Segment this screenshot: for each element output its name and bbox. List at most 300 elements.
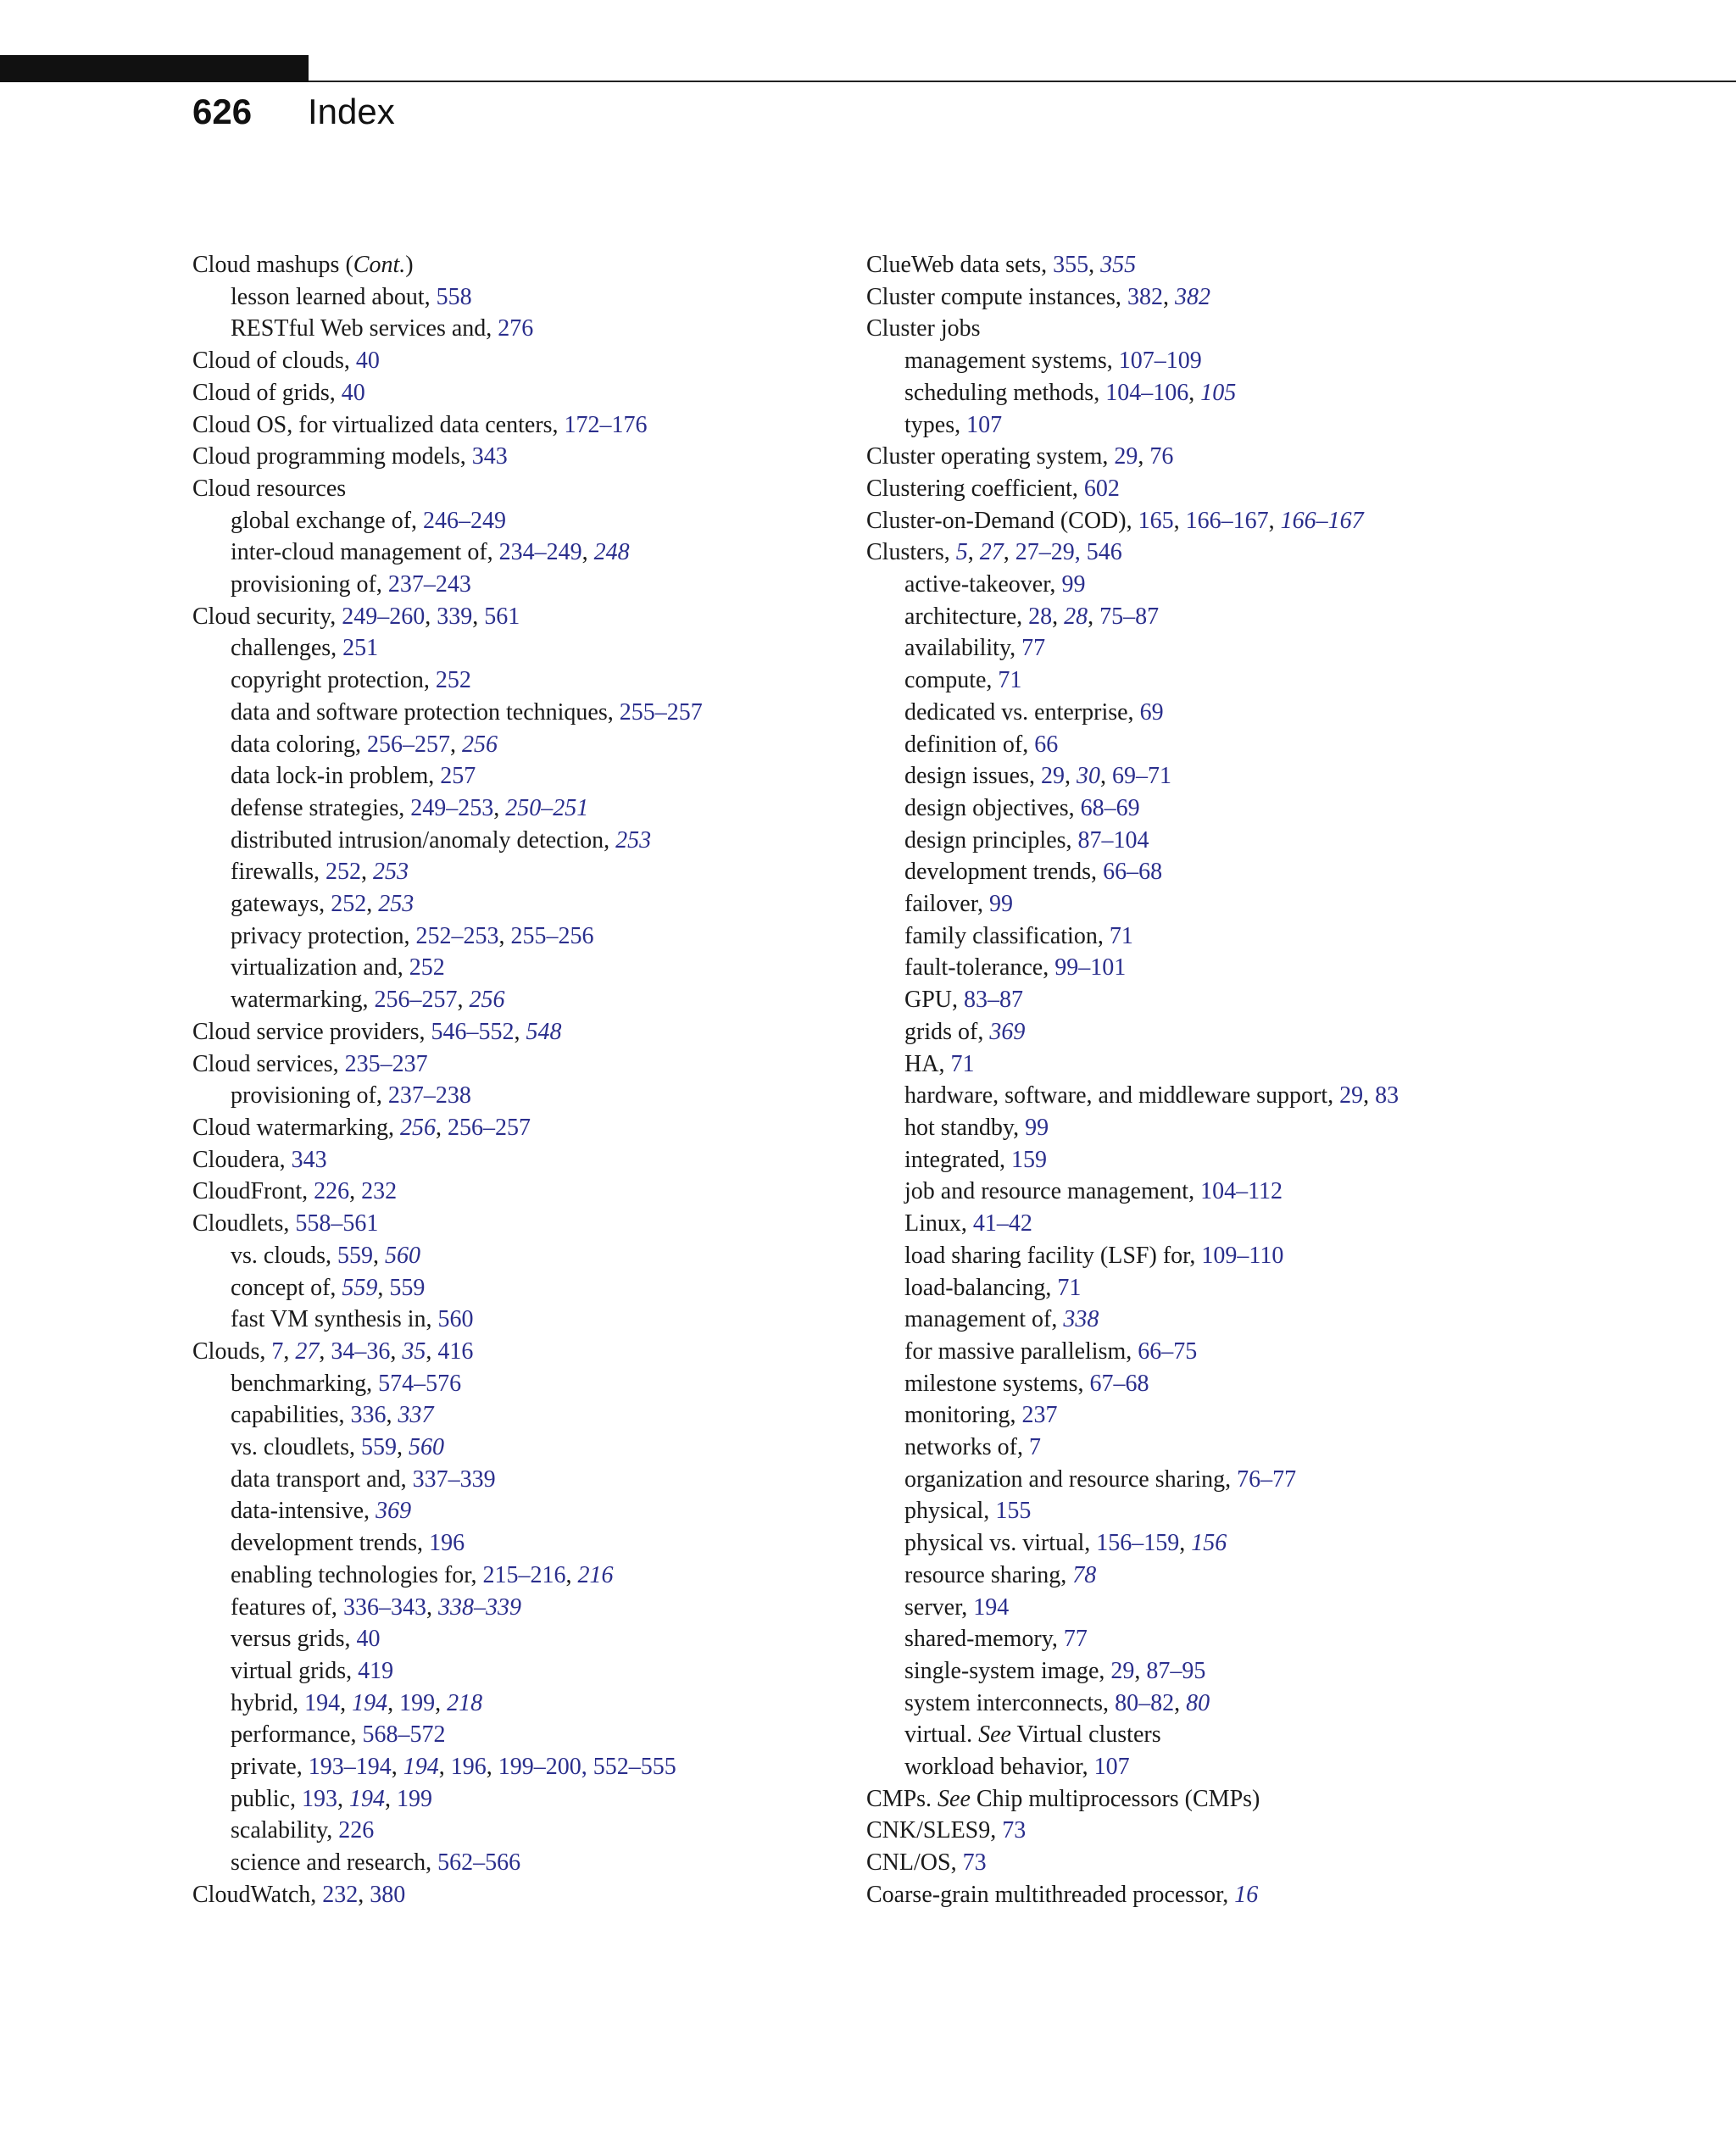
page-reference-link[interactable]: 68–69: [1080, 794, 1140, 821]
page-reference-link[interactable]: 560: [409, 1434, 444, 1461]
page-reference-link[interactable]: 416: [437, 1337, 474, 1365]
page-reference-link[interactable]: 166–167: [1280, 507, 1364, 534]
page-reference-link[interactable]: 369: [376, 1498, 412, 1525]
index-text: vs. clouds,: [231, 1242, 337, 1269]
page-reference-link[interactable]: 382: [1127, 283, 1163, 310]
page-reference-link[interactable]: 194: [304, 1689, 341, 1716]
index-text: ,: [486, 1754, 498, 1781]
page-reference-link[interactable]: 194: [349, 1785, 385, 1812]
index-entry: [192, 441, 845, 473]
page-reference-link[interactable]: 253: [378, 891, 415, 918]
index-text: lesson learned about,: [231, 283, 437, 310]
page-reference-link[interactable]: 80–82: [1115, 1689, 1175, 1716]
index-text: Cloud of clouds,: [192, 348, 356, 375]
index-subentry: [866, 888, 1629, 920]
page-reference-link[interactable]: 337: [398, 1402, 434, 1429]
index-entry: [192, 473, 845, 505]
index-text: design principles,: [904, 826, 1078, 854]
index-subentry: [192, 1432, 845, 1464]
page-reference-link[interactable]: 193–194: [308, 1754, 392, 1781]
page-reference-link[interactable]: 232: [322, 1881, 359, 1908]
index-text: ,: [1065, 763, 1077, 790]
page-reference-link[interactable]: 27–29, 546: [1015, 539, 1122, 566]
index-text: ,: [425, 603, 437, 630]
index-subentry: [192, 1080, 845, 1112]
index-subentry: [192, 537, 845, 569]
index-subentry: [192, 569, 845, 601]
index-text: Virtual clusters: [1010, 1721, 1161, 1749]
index-text: ClueWeb data sets,: [866, 252, 1054, 278]
page-reference-link[interactable]: 30: [1077, 763, 1100, 790]
page-reference-link[interactable]: 71: [1057, 1274, 1082, 1301]
page-reference-link[interactable]: 248: [593, 539, 630, 566]
index-text: grids of,: [904, 1018, 990, 1045]
page-reference-link[interactable]: 156: [1191, 1530, 1227, 1557]
page-reference-link[interactable]: 83–87: [964, 987, 1024, 1014]
index-subentry: [866, 952, 1629, 984]
index-subentry: [192, 697, 845, 729]
page-reference-link[interactable]: 193: [302, 1785, 337, 1812]
page-reference-link[interactable]: 218: [447, 1689, 483, 1716]
page-reference-link[interactable]: 69: [1139, 698, 1164, 726]
index-text: hot standby,: [904, 1114, 1026, 1141]
page-reference-link[interactable]: 216: [577, 1561, 614, 1588]
index-subentry: [866, 1016, 1629, 1048]
index-text: Clusters,: [866, 539, 956, 566]
index-text: science and research,: [231, 1849, 438, 1877]
index-subentry: [192, 856, 845, 888]
page-reference-link[interactable]: 155: [995, 1498, 1032, 1525]
page-reference-link[interactable]: 232: [361, 1178, 398, 1205]
page-reference-link[interactable]: 109–110: [1201, 1242, 1284, 1269]
index-text: active-takeover,: [904, 571, 1062, 598]
page-reference-link[interactable]: 87–95: [1146, 1657, 1206, 1684]
index-subentry: [866, 377, 1629, 409]
header-bar-decoration: [0, 55, 309, 82]
page-reference-link[interactable]: 574–576: [378, 1370, 462, 1397]
index-text: dedicated vs. enterprise,: [904, 698, 1140, 726]
page-reference-link[interactable]: 78: [1072, 1561, 1097, 1588]
index-column-left: [192, 249, 845, 1911]
index-subentry: [866, 1112, 1629, 1144]
index-subentry: [866, 1399, 1629, 1432]
page-reference-link[interactable]: 253: [372, 859, 409, 886]
page-reference-link[interactable]: 546–552: [431, 1018, 515, 1045]
index-subentry: [192, 920, 845, 953]
page-reference-link[interactable]: 29: [1041, 763, 1065, 790]
index-subentry: [866, 697, 1629, 729]
index-entry: [866, 1783, 1629, 1816]
page-reference-link[interactable]: 66: [1034, 731, 1059, 758]
page-reference-link[interactable]: 107: [966, 411, 1003, 438]
index-subentry: [192, 1240, 845, 1272]
index-text: development trends,: [231, 1530, 430, 1557]
index-subentry: [192, 1815, 845, 1847]
page-reference-link[interactable]: 71: [998, 667, 1022, 694]
page-reference-link[interactable]: 99: [988, 891, 1013, 918]
index-text: challenges,: [231, 635, 343, 662]
index-text: ,: [397, 1434, 409, 1461]
page-reference-link[interactable]: 337–339: [412, 1465, 496, 1493]
index-text: physical vs. virtual,: [904, 1530, 1097, 1557]
page-reference-link[interactable]: 255–256: [510, 922, 594, 949]
index-text: ,: [449, 731, 462, 758]
index-subentry: [192, 825, 845, 857]
page-reference-link[interactable]: 194: [403, 1754, 439, 1781]
index-subentry: [192, 729, 845, 761]
index-text: ,: [1162, 283, 1175, 310]
index-subentry: [192, 1560, 845, 1592]
index-text: ,: [514, 1018, 526, 1045]
index-subentry: [866, 825, 1629, 857]
page-reference-link[interactable]: 165: [1138, 507, 1174, 534]
page-reference-link[interactable]: 40: [355, 348, 380, 375]
page-reference-link[interactable]: 256: [461, 731, 498, 758]
index-text: Cloud services,: [192, 1050, 345, 1077]
index-entry: [192, 601, 845, 633]
index-text: virtualization and,: [231, 954, 409, 982]
page-reference-link[interactable]: 336: [350, 1402, 387, 1429]
page-reference-link[interactable]: 276: [498, 315, 534, 342]
page-reference-link[interactable]: 250–251: [505, 794, 589, 821]
index-text: virtual.: [904, 1721, 979, 1749]
page-reference-link[interactable]: 75–87: [1099, 603, 1160, 630]
index-entry: [866, 537, 1629, 569]
page-reference-link[interactable]: 237–243: [387, 571, 471, 598]
index-subentry: [866, 984, 1629, 1016]
page-reference-link[interactable]: 256–257: [447, 1114, 531, 1141]
index-text: provisioning of,: [231, 571, 388, 598]
page-reference-link[interactable]: 40: [341, 379, 365, 406]
page-reference-link[interactable]: 99–101: [1054, 954, 1127, 982]
page-reference-link[interactable]: 196: [429, 1530, 465, 1557]
page-reference-link[interactable]: 252: [409, 954, 445, 982]
page-reference-link[interactable]: 77: [1063, 1626, 1088, 1653]
index-entry: [192, 1336, 845, 1368]
page-reference-link[interactable]: 234–249: [498, 539, 582, 566]
index-subentry: [192, 1847, 845, 1879]
index-text: hardware, software, and middleware support,: [904, 1082, 1340, 1109]
page-reference-link[interactable]: 249–260: [342, 603, 426, 630]
index-text: hybrid,: [231, 1689, 305, 1716]
page-reference-link[interactable]: 256–257: [366, 731, 450, 758]
page-reference-link[interactable]: 558–561: [295, 1210, 379, 1237]
page-reference-link[interactable]: 559: [361, 1434, 397, 1461]
index-text: ,: [373, 1242, 385, 1269]
index-text: ,: [1138, 443, 1150, 470]
page-reference-link[interactable]: 71: [950, 1050, 975, 1077]
index-text: Clouds,: [192, 1337, 272, 1365]
index-text: ,: [1052, 603, 1065, 630]
page-reference-link[interactable]: 256: [399, 1114, 436, 1141]
index-text: copyright protection,: [231, 667, 436, 694]
index-subentry: [192, 665, 845, 697]
page-reference-link[interactable]: 369: [989, 1018, 1026, 1045]
page-reference-link[interactable]: 339: [437, 603, 473, 630]
page-reference-link[interactable]: 237–238: [387, 1082, 471, 1109]
page-reference-link[interactable]: 256: [469, 987, 505, 1014]
page-reference-link[interactable]: 27: [295, 1337, 320, 1365]
index-text: ,: [337, 1785, 349, 1812]
index-text: types,: [904, 411, 967, 438]
index-subentry: [866, 1048, 1629, 1081]
index-text: load sharing facility (LSF) for,: [904, 1242, 1202, 1269]
page-reference-link[interactable]: 67–68: [1089, 1370, 1149, 1397]
page-reference-link[interactable]: 35: [402, 1337, 426, 1365]
index-text: ,: [319, 1337, 331, 1365]
page-reference-link[interactable]: 80: [1186, 1689, 1210, 1716]
page-reference-link[interactable]: 257: [440, 763, 476, 790]
page-reference-link[interactable]: 355: [1053, 252, 1089, 278]
page-reference-link[interactable]: 226: [338, 1817, 375, 1844]
index-text: ,: [1268, 507, 1281, 534]
index-entry: [866, 1815, 1629, 1847]
page-reference-link[interactable]: 199: [399, 1689, 436, 1716]
index-text: Linux,: [904, 1210, 973, 1237]
index-text: Cluster jobs: [866, 315, 981, 342]
index-text: ,: [581, 539, 594, 566]
index-text: ): [405, 252, 414, 278]
page-reference-link[interactable]: 355: [1100, 252, 1137, 278]
page-reference-link[interactable]: 251: [342, 635, 379, 662]
index-text: CloudFront,: [192, 1178, 314, 1205]
index-subentry: [866, 1527, 1629, 1560]
page-reference-link[interactable]: 99: [1025, 1114, 1049, 1141]
index-text: data lock-in problem,: [231, 763, 441, 790]
index-subentry: [866, 1688, 1629, 1720]
index-text: versus grids,: [231, 1626, 357, 1653]
page-reference-link[interactable]: 568–572: [362, 1721, 446, 1749]
page-reference-link[interactable]: 235–237: [344, 1050, 428, 1077]
page-reference-link[interactable]: 7: [1028, 1434, 1041, 1461]
page-reference-link[interactable]: 196: [450, 1754, 487, 1781]
page-reference-link[interactable]: 252: [435, 667, 471, 694]
page-reference-link[interactable]: 76–77: [1237, 1465, 1297, 1493]
page-reference-link[interactable]: 77: [1021, 635, 1046, 662]
page-reference-link[interactable]: 29: [1114, 443, 1138, 470]
index-text: Cloud watermarking,: [192, 1114, 400, 1141]
index-text: milestone systems,: [904, 1370, 1090, 1397]
index-text: Cloudlets,: [192, 1210, 296, 1237]
page-reference-link[interactable]: 5: [955, 539, 968, 566]
page-reference-link[interactable]: 380: [370, 1881, 406, 1908]
page-reference-link[interactable]: 66–75: [1138, 1337, 1198, 1365]
index-text: enabling technologies for,: [231, 1561, 483, 1588]
page-reference-link[interactable]: 166–167: [1185, 507, 1269, 534]
index-text: networks of,: [904, 1434, 1029, 1461]
page-reference-link[interactable]: 561: [484, 603, 520, 630]
index-subentry: [192, 1783, 845, 1816]
page-reference-link[interactable]: 249–253: [410, 794, 494, 821]
page-reference-link[interactable]: 199: [397, 1785, 432, 1812]
page-reference-link[interactable]: 34–36: [331, 1337, 391, 1365]
index-entry: [192, 1112, 845, 1144]
index-entry: [192, 345, 845, 377]
page-reference-link[interactable]: 159: [1010, 1146, 1047, 1173]
page-reference-link[interactable]: 104–106: [1105, 379, 1189, 406]
index-subentry: [866, 792, 1629, 825]
index-entry: [866, 1879, 1629, 1911]
page-reference-link[interactable]: 73: [1002, 1817, 1027, 1844]
index-text: privacy protection,: [231, 922, 416, 949]
index-entry: [866, 473, 1629, 505]
index-text: ,: [472, 603, 485, 630]
page-reference-link[interactable]: 7: [271, 1337, 284, 1365]
index-entry: [192, 1016, 845, 1048]
page-reference-link[interactable]: 69–71: [1112, 763, 1171, 790]
page-reference-link[interactable]: 237: [1021, 1402, 1058, 1429]
index-subentry: [192, 1623, 845, 1655]
page-reference-link[interactable]: 560: [385, 1242, 420, 1269]
page-reference-link[interactable]: 559: [337, 1242, 373, 1269]
index-text: ,: [493, 794, 506, 821]
index-text: virtual grids,: [231, 1657, 359, 1684]
page-reference-link[interactable]: 107: [1093, 1754, 1130, 1781]
page-reference-link[interactable]: 419: [358, 1657, 394, 1684]
page-reference-link[interactable]: 338: [1063, 1306, 1099, 1333]
index-text: ,: [967, 539, 980, 566]
index-subentry: [866, 1176, 1629, 1208]
page-reference-link[interactable]: 252–253: [415, 922, 499, 949]
index-text: ,: [426, 1593, 438, 1621]
index-text: system interconnects,: [904, 1689, 1116, 1716]
page-reference-link[interactable]: 559: [342, 1274, 378, 1301]
index-text: ,: [283, 1337, 296, 1365]
page-reference-link[interactable]: 253: [615, 826, 652, 854]
page-reference-link[interactable]: 343: [291, 1146, 327, 1173]
page-reference-link[interactable]: 156–159: [1096, 1530, 1180, 1557]
index-text: ,: [426, 1337, 438, 1365]
page-reference-link[interactable]: 40: [356, 1626, 381, 1653]
page-reference-link[interactable]: 252: [331, 891, 367, 918]
index-text: monitoring,: [904, 1402, 1022, 1429]
index-text: concept of,: [231, 1274, 342, 1301]
page-reference-link[interactable]: 194: [973, 1593, 1010, 1621]
index-text: ,: [360, 859, 373, 886]
index-text: CNK/SLES9,: [866, 1817, 1003, 1844]
index-text: benchmarking,: [231, 1370, 379, 1397]
page-reference-link[interactable]: 28: [1028, 603, 1053, 630]
page-reference-link[interactable]: 29: [1339, 1082, 1364, 1109]
index-text: management systems,: [904, 348, 1119, 375]
index-subentry: [866, 1464, 1629, 1496]
page-reference-link[interactable]: 255–257: [619, 698, 703, 726]
index-text: Clustering coefficient,: [866, 475, 1084, 502]
page-reference-link[interactable]: 343: [471, 443, 508, 470]
page-reference-link[interactable]: 16: [1234, 1881, 1259, 1908]
index-text: ,: [1088, 603, 1100, 630]
page-reference-link[interactable]: 28: [1064, 603, 1088, 630]
page-reference-link[interactable]: 41–42: [972, 1210, 1032, 1237]
page-reference-link[interactable]: 199–200, 552–555: [498, 1754, 676, 1781]
page-reference-link[interactable]: 338–339: [437, 1593, 521, 1621]
index-text: failover,: [904, 891, 989, 918]
page-reference-link[interactable]: 194: [352, 1689, 388, 1716]
page-reference-link[interactable]: 105: [1200, 379, 1237, 406]
index-subentry: [866, 1368, 1629, 1400]
index-text: performance,: [231, 1721, 363, 1749]
page-reference-link[interactable]: 226: [314, 1178, 350, 1205]
page-reference-link[interactable]: 107–109: [1118, 348, 1202, 375]
index-text: scheduling methods,: [904, 379, 1106, 406]
index-text: Cloud OS, for virtualized data centers,: [192, 411, 565, 438]
page-reference-link[interactable]: 336–343: [342, 1593, 426, 1621]
index-text: server,: [904, 1593, 974, 1621]
index-subentry: [192, 632, 845, 665]
index-entry: [192, 1048, 845, 1081]
page-reference-link[interactable]: 99: [1061, 571, 1086, 598]
index-text: ,: [387, 1689, 400, 1716]
index-text: ,: [349, 1178, 362, 1205]
index-text: management of,: [904, 1306, 1064, 1333]
index-text: Chip multiprocessors (CMPs): [970, 1785, 1260, 1812]
page-reference-link[interactable]: 558: [436, 283, 472, 310]
index-subentry: [192, 1399, 845, 1432]
page-reference-link[interactable]: 87–104: [1077, 826, 1149, 854]
index-subentry: [866, 920, 1629, 953]
page-reference-link[interactable]: 559: [389, 1274, 426, 1301]
page-number: 626: [192, 92, 253, 131]
index-text: ,: [1100, 763, 1112, 790]
page-reference-link[interactable]: 256–257: [374, 987, 458, 1014]
index-text: resource sharing,: [904, 1561, 1073, 1588]
index-text: organization and resource sharing,: [904, 1465, 1238, 1493]
page-reference-link[interactable]: 76: [1149, 443, 1174, 470]
index-text: Cluster operating system,: [866, 443, 1115, 470]
index-text: Cloudera,: [192, 1146, 292, 1173]
page-reference-link[interactable]: 560: [437, 1306, 474, 1333]
index-text: global exchange of,: [231, 507, 424, 534]
index-entry: [866, 1847, 1629, 1879]
index-text: fast VM synthesis in,: [231, 1306, 438, 1333]
index-text: ,: [565, 1561, 578, 1588]
index-entry: [192, 1144, 845, 1176]
index-text: ,: [391, 1754, 403, 1781]
page-reference-link[interactable]: 29: [1110, 1657, 1135, 1684]
page-reference-link[interactable]: 252: [325, 859, 361, 886]
page-reference-link[interactable]: 172–176: [564, 411, 648, 438]
index-subentry: [866, 345, 1629, 377]
page-reference-link[interactable]: 66–68: [1103, 859, 1163, 886]
index-text: fault-tolerance,: [904, 954, 1055, 982]
page-reference-link[interactable]: 382: [1174, 283, 1210, 310]
index-text: Cloud security,: [192, 603, 342, 630]
index-subentry: [192, 1272, 845, 1304]
index-text: ,: [498, 922, 511, 949]
page-reference-link[interactable]: 83: [1375, 1082, 1399, 1109]
index-subentry: [192, 952, 845, 984]
index-text: watermarking,: [231, 987, 375, 1014]
page-reference-link[interactable]: 562–566: [437, 1849, 521, 1877]
index-text: capabilities,: [231, 1402, 351, 1429]
page-reference-link[interactable]: 73: [962, 1849, 987, 1877]
index-entry: [192, 409, 845, 442]
index-subentry: [866, 1495, 1629, 1527]
index-text: integrated,: [904, 1146, 1011, 1173]
page-reference-link[interactable]: 246–249: [423, 507, 507, 534]
page-reference-link[interactable]: 548: [526, 1018, 562, 1045]
index-text: CloudWatch,: [192, 1881, 323, 1908]
index-text: ,: [1088, 252, 1101, 278]
page-reference-link[interactable]: 602: [1083, 475, 1120, 502]
page-reference-link[interactable]: 71: [1109, 922, 1133, 949]
page-reference-link[interactable]: 27: [979, 539, 1004, 566]
index-text: scalability,: [231, 1817, 339, 1844]
index-text: Cluster compute instances,: [866, 283, 1127, 310]
page-reference-link[interactable]: 215–216: [482, 1561, 566, 1588]
page-reference-link[interactable]: 104–112: [1200, 1178, 1283, 1205]
index-text: Cont.: [353, 252, 406, 278]
